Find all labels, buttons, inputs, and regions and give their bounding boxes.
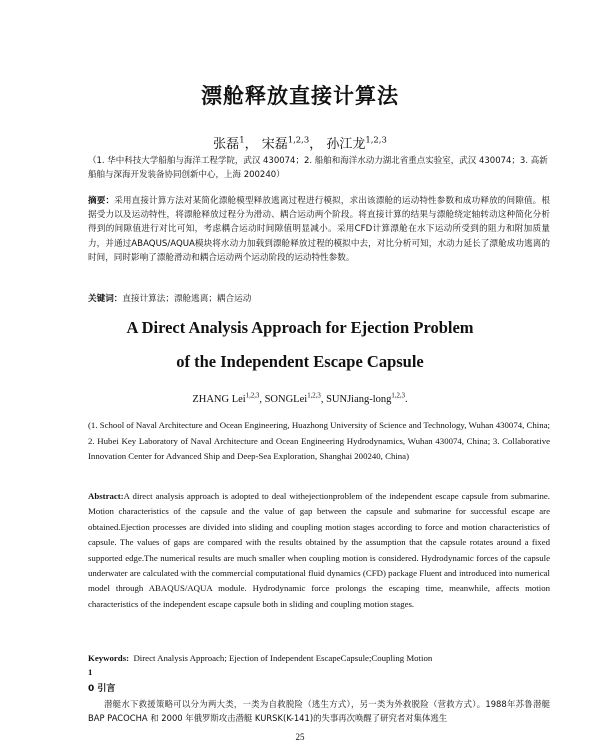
chinese-affiliation: （1. 华中科技大学船舶与海洋工程学院，武汉 430074；2. 船舶和海洋水动力湖北省重点实验室，武汉 430074；3. 高新船舶与深海开发装备协同创新中心，上海 200240）	[88, 156, 548, 180]
cn-author-name: 张磊	[213, 137, 240, 152]
english-keywords	[88, 653, 550, 663]
en-author-sep: ,	[320, 394, 327, 405]
cn-abstract-label: 摘要：	[88, 196, 115, 206]
en-author-name: SUNJiang-long	[326, 394, 392, 405]
en-author-sep: ,	[259, 394, 265, 405]
cn-author-name: 孙江龙	[326, 137, 366, 152]
en-author-name: SONGLei	[264, 394, 308, 405]
chinese-title: 漂舱释放直接计算法	[201, 84, 399, 108]
chinese-abstract	[88, 194, 550, 265]
cn-author-name: 宋磊	[261, 137, 288, 152]
en-author-sup: 1,2,3	[245, 392, 260, 400]
chinese-keywords	[88, 292, 550, 306]
intro-paragraph: 潜艇水下救援策略可以分为两大类，一类为自救脱险（逃生方式），另一类为外救脱险（营救方式）。1988年苏鲁潜艇 BAP PACOCHA 和 2000 年俄罗斯攻击潜艇 KURSK(K-141)的失事再次唤醒了研究者对集体逃生	[88, 699, 550, 723]
en-author-sep: .	[405, 394, 408, 405]
english-authors	[0, 394, 600, 405]
section-heading: 0 引言	[88, 684, 116, 694]
en-author-name: ZHANG Lei	[192, 394, 246, 405]
english-abstract	[88, 489, 550, 612]
cn-abstract-text: 采用直接计算方法对某简化漂舱模型释放逃离过程进行模拟，求出该漂舱的运动特性参数和成功释放的间隙值。根据受力以及运动特性，将漂舱释放过程分为滑动、耦合运动两个阶段。将直接计算的结果与漂舱绕定轴转动这种简化分析得到的间隙值进行对比可知，考虑耦合运动时间隙值明显减小。采用CFD计算漂舱在水下运动所受到的阻力和附加质量力，并通过ABAQUS/AQUA模块将水动力加载到漂舱释放过程的模拟中去，对比分析可知，水动力延长了漂舱成功逃离的时间，同时影响了漂舱滑动和耦合运动两个运动阶段的运动特性参数。	[88, 196, 550, 263]
cn-keywords-text: 直接计算法；漂舱逃离；耦合运动	[122, 294, 252, 304]
en-abstract-text: A direct analysis approach is adopted to deal withejectionproblem of the independent escape capsule from submarine. Motion characteristics of the capsule and the value of gap between the capsule and submarine for successful escape are obtained.Ejection processes are divided into sliding and coupling motion stages according to force and motion characteristics of capsule. The values of gaps are compared with the results obtained by the assumption that the capsule rotates around a fixed supported edge.The numerical results are much smaller when coupling motion is considered. Hydrodynamic forces of the capsule underwater are calculated with the commercial computational fluid dynamics (CFD) package Fluent and introduced into numerical model through ABAQUS/AQUA module. Hydrodynamic force prolongs the escaping time, meanwhile, affects motion characteristics of the independent escape capsule both in sliding and coupling motion stages.	[88, 491, 550, 609]
english-affiliation: (1. School of Naval Architecture and Ocean Engineering, Huazhong University of Science and Technology, Wuhan 430074, China; 2. Hubei Key Laboratory of Naval Architecture and Ocean Engineering Hydrodynamics, Wuhan 430074, China; 3. Collaborative Innovation Center for Advanced Ship and Deep-Sea Exploration, Shanghai 200240, China)	[88, 420, 550, 461]
chinese-authors: 张磊$^1$， 宋磊$^{1,2,3}$， 孙江龙$^{1,2,3}$	[213, 134, 387, 152]
en-author-sup: 1,2,3	[391, 392, 406, 400]
cn-author-sup: 1	[239, 134, 245, 145]
cn-author-sup: 1,2,3	[365, 134, 387, 145]
en-keywords-label: Keywords:	[88, 653, 130, 663]
cn-keywords-label: 关键词：	[88, 294, 123, 304]
en-author-sup: 1,2,3	[307, 392, 321, 400]
english-title-line-1: A Direct Analysis Approach for Ejection Problem	[126, 318, 474, 337]
en-abstract-label: Abstract:	[88, 491, 124, 501]
page-number: 25	[295, 732, 305, 742]
en-keywords-text: Direct Analysis Approach; Ejection of Independent EscapeCapsule;Coupling Motion	[133, 653, 433, 663]
stray-number: 1	[88, 667, 93, 677]
english-title-line-2: of the Independent Escape Capsule	[176, 352, 424, 371]
cn-author-sup: 1,2,3	[287, 134, 310, 145]
